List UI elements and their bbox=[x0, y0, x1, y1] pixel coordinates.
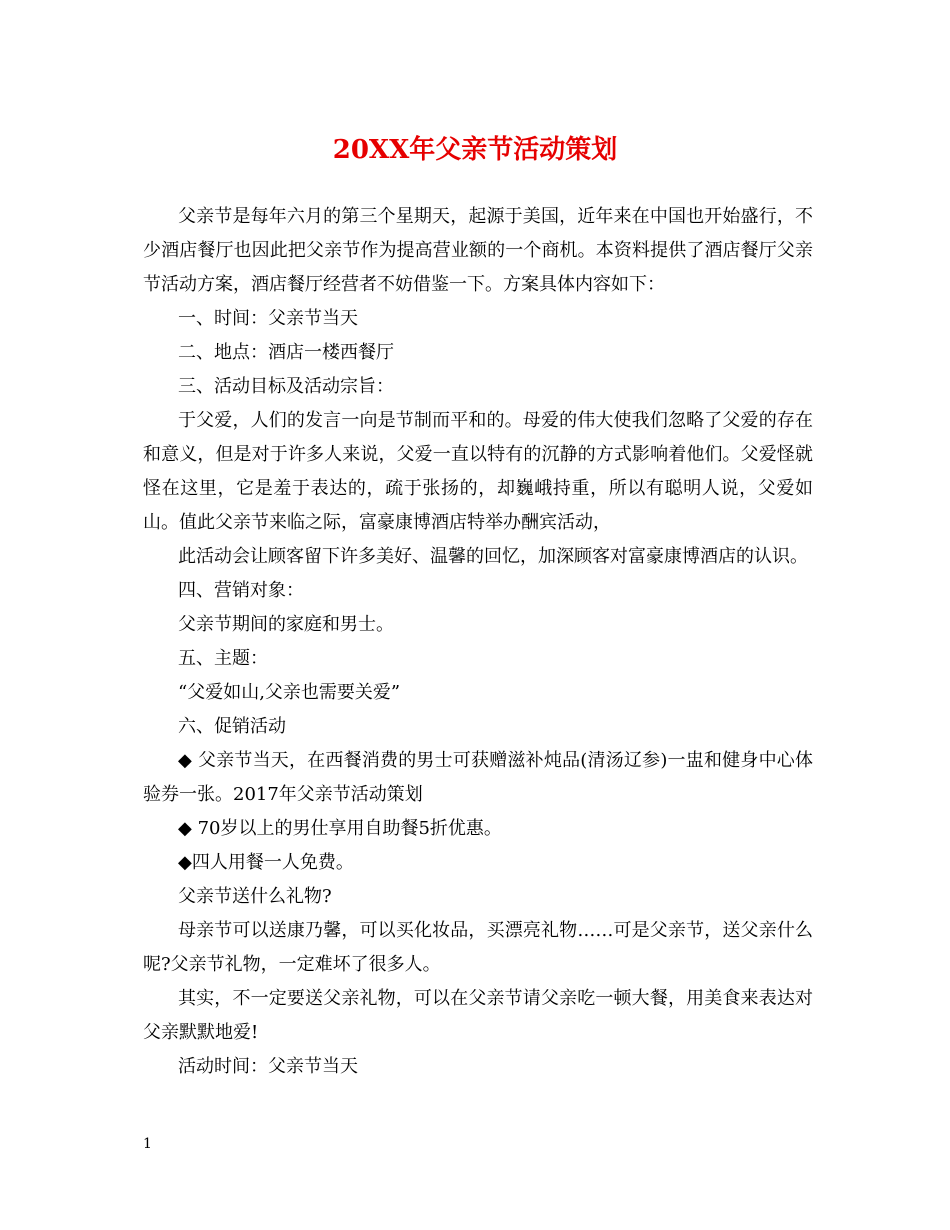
section-audience-heading: 四、营销对象： bbox=[178, 580, 304, 601]
section-location: 二、地点：酒店一楼西餐厅 bbox=[178, 342, 394, 363]
gift-paragraph-1: 母亲节可以送康乃馨，可以买化妆品，买漂亮礼物……可是父亲节，送父亲什么呢?父亲节礼物，一定难坏了很多人。 bbox=[143, 920, 813, 975]
gift-paragraph-2: 其实，不一定要送父亲礼物，可以在父亲节请父亲吃一顿大餐，用美食来表达对父亲默默地爱! bbox=[143, 988, 813, 1043]
section-time: 一、时间：父亲节当天 bbox=[178, 308, 358, 329]
goals-paragraph: 于父爱，人们的发言一向是节制而平和的。母爱的伟大使我们忽略了父爱的存在和意义，但是对于许多人来说，父爱一直以特有的沉静的方式影响着他们。父爱怪就怪在这里，它是羞于表达的，疏于张扬的，却巍峨持重，所以有聪明人说，父爱如山。值此父亲节来临之际，富豪康博酒店特举办酬宾活动， bbox=[143, 410, 813, 533]
section-theme-heading: 五、主题： bbox=[178, 648, 268, 669]
promotion-item-1: ◆ 父亲节当天，在西餐消费的男士可获赠滋补炖品(清汤辽参)一盅和健身中心体验券一张。2017年父亲节活动策划 bbox=[143, 750, 813, 805]
section-goals-heading: 三、活动目标及活动宗旨： bbox=[178, 376, 394, 397]
gift-question: 父亲节送什么礼物? bbox=[178, 886, 332, 907]
page-number: 1 bbox=[143, 1136, 152, 1152]
goals-paragraph-2: 此活动会让顾客留下许多美好、温馨的回忆，加深顾客对富豪康博酒店的认识。 bbox=[178, 546, 808, 567]
activity-time: 活动时间：父亲节当天 bbox=[178, 1056, 358, 1077]
intro-paragraph: 父亲节是每年六月的第三个星期天，起源于美国，近年来在中国也开始盛行，不少酒店餐厅也因此把父亲节作为提高营业额的一个商机。本资料提供了酒店餐厅父亲节活动方案，酒店餐厅经营者不妨借鉴一下。方案具体内容如下： bbox=[143, 206, 813, 295]
document-title: 20XX年父亲节活动策划 bbox=[332, 135, 618, 165]
audience-text: 父亲节期间的家庭和男士。 bbox=[178, 614, 394, 635]
section-promotion-heading: 六、促销活动 bbox=[178, 716, 286, 737]
theme-text: “父爱如山,父亲也需要关爱” bbox=[178, 682, 401, 703]
promotion-item-2: ◆ 70岁以上的男仕享用自助餐5折优惠。 bbox=[178, 818, 502, 839]
document-body bbox=[143, 200, 813, 1084]
promotion-item-3: ◆四人用餐一人免费。 bbox=[178, 852, 354, 873]
